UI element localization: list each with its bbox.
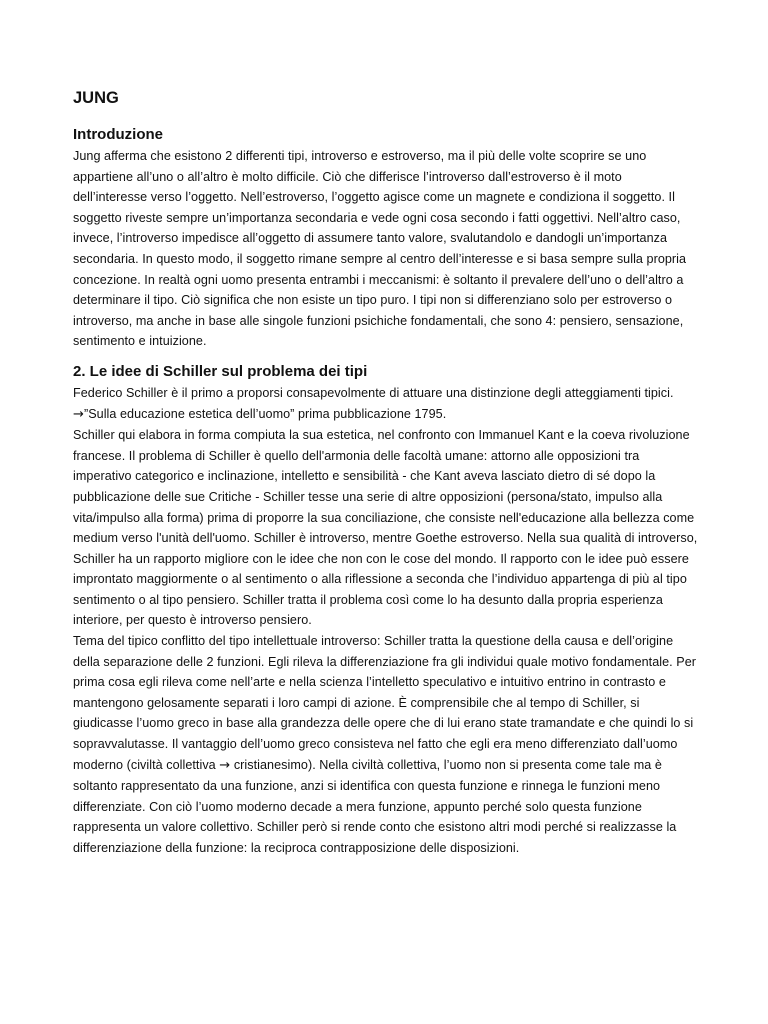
paragraph-text: cristianesimo). Nella civiltà collettiva, l’uomo non si presenta come tale ma è soltanto rappresentato da una funzione, anzi si identifica con questa funzione e rinnega le funzioni meno differenziate. Con ciò l’uomo moderno decade a mera funzione, appunto perché solo questa funzione rappresenta un valore collettivo. Schiller però si rende conto che esistono altri modi perché si realizzasse la differenziazione della funzione: la reciproca contrapposizione delle disposizioni. [73, 757, 677, 855]
paragraph-introduzione: Jung afferma che esistono 2 differenti tipi, introverso e estroverso, ma il più delle volte scoprire se uno appartiene all’uno o all’altro è molto difficile. Ciò che differisce l’introverso dall’estroverso è il moto dell’interesse verso l’oggetto. Nell’estroverso, l’oggetto agisce come un magnete e condiziona il soggetto. Il soggetto riveste sempre un’importanza secondaria e vede ogni cosa secondo i fatti oggettivi. Nell’altro caso, invece, l’introverso impedisce all’oggetto di assumere tanto valore, svalutandolo e dandogli un’importanza secondaria. In questo modo, il soggetto rimane sempre al centro dell’interesse e si basa sempre sulla propria concezione. In realtà ogni uomo presenta entrambi i meccanismi: è soltanto il prevalere dell’uno o dell’altro a determinare il tipo. Ciò significa che non esiste un tipo puro. I tipi non si differenziano solo per estroverso o introverso, ma anche in base alle singole funzioni psichiche fondamentali, che sono 4: pensiero, sensazione, sentimento e intuizione. [73, 149, 687, 349]
paragraph-schiller-intro [73, 383, 698, 425]
paragraph-text: ”Sulla educazione estetica dell’uomo” prima pubblicazione 1795. [83, 406, 447, 421]
document-title: JUNG [73, 89, 119, 107]
document-page [73, 86, 698, 859]
arrow-right-icon: → [219, 757, 231, 773]
paragraph-schiller-conflitto [73, 631, 698, 859]
paragraph-text: Tema del tipico conflitto del tipo intellettuale introverso: Schiller tratta la questione della causa e dell’origine della separazione delle 2 funzioni. Egli rileva la differenziazione fra gli individui quale motivo fondamentale. Per prima cosa egli rileva come nell’arte e nella scienza l’intelletto speculativo e intuitivo entrino in contrasto e mantengono gelosamente separati i loro campi di azione. È comprensibile che al tempo di Schiller, si giudicasse l’uomo greco in base alla grandezza delle opere che di lui erano state tramandate e che quindi lo si sopravvalutasse. Il vantaggio dell’uomo greco consisteva nel fatto che egli era meno differenziato dall’uomo moderno (civiltà collettiva [73, 634, 697, 772]
paragraph-schiller-estetica: Schiller qui elabora in forma compiuta la sua estetica, nel confronto con Immanuel Kant e la coeva rivoluzione francese. Il problema di Schiller è quello dell'armonia delle facoltà umane: attorno alle opposizioni tra imperativo categorico e inclinazione, intelletto e sensibilità - che Kant aveva lasciato dietro di sé dopo la pubblicazione delle sue Critiche - Schiller tesse una serie di altre opposizioni (persona/stato, impulso alla vita/impulso alla forma) prima di proporre la sua conciliazione, che consiste nell'educazione alla bellezza come medium verso l'unità dell'uomo. Schiller è introverso, mentre Goethe estroverso. Nella sua qualità di introverso, Schiller ha un rapporto migliore con le idee che non con le cose del mondo. Il rapporto con le idee può essere improntato maggiormente o al sentimento o alla riflessione a seconda che l’individuo appartenga di più al tipo sentimento o al tipo pensiero. Schiller tratta il problema così come lo ha desunto dalla propria esperienza interiore, per questo è introverso pensiero. [73, 428, 698, 628]
section-heading-schiller: 2. Le idee di Schiller sul problema dei tipi [73, 362, 368, 380]
section-heading-introduzione: Introduzione [73, 126, 163, 143]
paragraph-text: Federico Schiller è il primo a proporsi consapevolmente di attuare una distinzione degli atteggiamenti tipici. [73, 385, 674, 400]
arrow-right-icon: → [73, 406, 84, 422]
